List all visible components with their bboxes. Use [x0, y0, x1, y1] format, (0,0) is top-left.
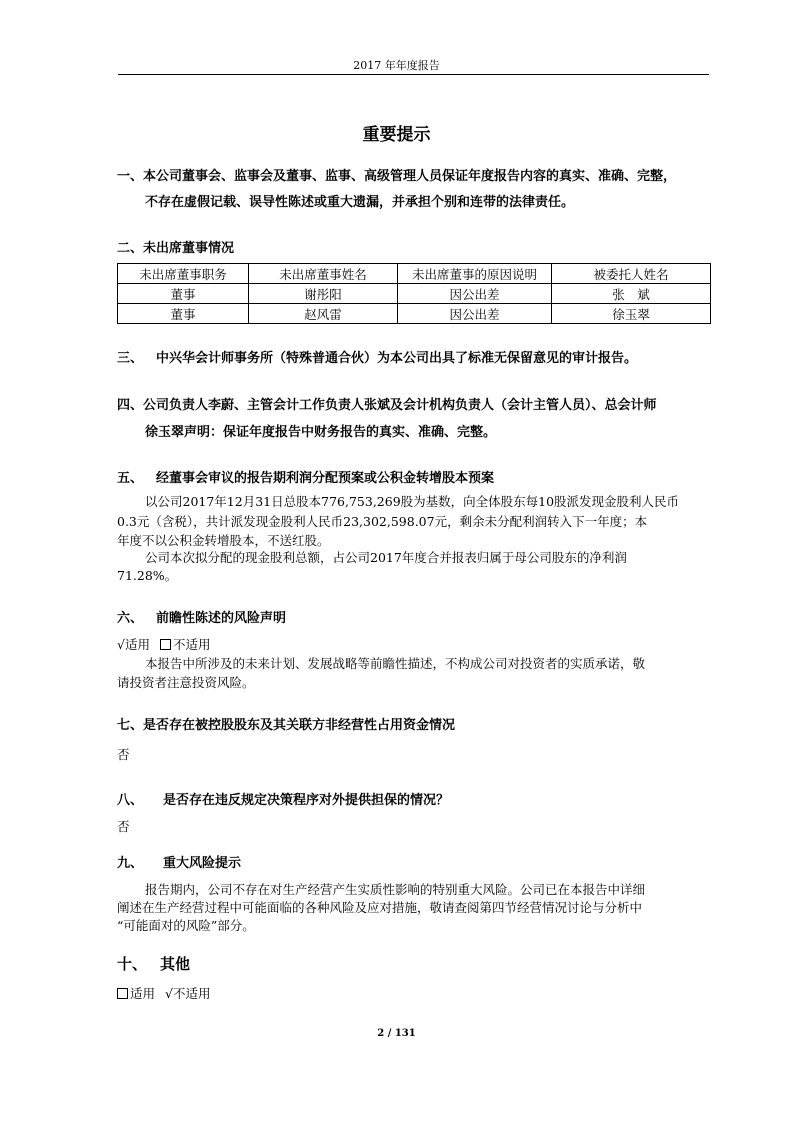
- section-9-paragraph-1: 报告期内，公司不存在对生产经营产生实质性影响的特别重大风险。公司已在本报告中详细: [145, 882, 646, 897]
- section-1-line-1: 一、本公司董事会、监事会及董事、监事、高级管理人员保证年度报告内容的真实、准确、完整，: [117, 169, 677, 184]
- section-1-line-2: 不存在虚假记载、误导性陈述或重大遗漏，并承担个别和连带的法律责任。: [145, 195, 575, 210]
- applicable-label: 适用: [130, 986, 156, 1001]
- table-cell: 董事: [118, 284, 249, 304]
- section-8-heading: 是否存在违反规定决策程序对外提供担保的情况？: [163, 793, 450, 808]
- section-9-number: 九、: [117, 856, 144, 871]
- not-applicable-label: 不适用: [172, 637, 211, 652]
- column-header: 未出席董事的原因说明: [398, 264, 552, 284]
- section-10-number: 十、: [117, 955, 148, 973]
- section-9-paragraph-2: 阐述在生产经营过程中可能面临的各种风险及应对措施，敬请查阅第四节经营情况讨论与分析中: [117, 900, 643, 915]
- section-8-answer: 否: [117, 819, 130, 834]
- check-mark-icon: √: [165, 986, 173, 1001]
- page-title: 重要提示: [362, 125, 431, 145]
- section-10-heading: 其他: [160, 955, 191, 973]
- section-6-heading: 前瞻性陈述的风险声明: [156, 611, 287, 626]
- section-6-paragraph-1: 本报告中所涉及的未来计划、发展战略等前瞻性描述，不构成公司对投资者的实质承诺，敬: [145, 656, 646, 671]
- section-4-line-1: 四、公司负责人李蔚、主管会计工作负责人张斌及会计机构负责人（会计主管人员）、总会计师: [117, 398, 657, 413]
- check-mark-icon: √: [117, 637, 125, 652]
- table-cell: 因公出差: [398, 284, 552, 304]
- section-8-number: 八、: [117, 793, 144, 808]
- table-cell: 董事: [118, 304, 249, 324]
- section-3-number: 三、: [117, 351, 144, 366]
- section-6-number: 六、: [117, 611, 144, 626]
- table-cell: 赵风雷: [249, 304, 398, 324]
- section-10-checkbox-row: [117, 984, 210, 1002]
- section-5-paragraph-1: 以公司2017年12月31日总股本776,753,269股为基数，向全体股东每10股派发现金股利人民币: [145, 494, 680, 509]
- section-5-heading: 经董事会审议的报告期利润分配预案或公积金转增股本预案: [156, 471, 495, 486]
- table-cell: 因公出差: [398, 304, 552, 324]
- section-7-heading: 七、是否存在被控股股东及其关联方非经营性占用资金情况: [117, 718, 456, 733]
- section-4-line-2: 徐玉翠声明：保证年度报告中财务报告的真实、准确、完整。: [145, 425, 497, 440]
- page-number: 2 / 131: [377, 1028, 416, 1039]
- table-row: [118, 304, 711, 324]
- table-cell: 徐玉翠: [552, 304, 711, 324]
- section-2-heading: 二、未出席董事情况: [117, 241, 235, 256]
- section-5-number: 五、: [117, 471, 144, 486]
- table-cell: 谢彤阳: [249, 284, 398, 304]
- column-header: 未出席董事姓名: [249, 264, 398, 284]
- section-5-paragraph-4: 公司本次拟分配的现金股利总额，占公司2017年度合并报表归属于母公司股东的净利润: [145, 550, 627, 565]
- table-row: [118, 284, 711, 304]
- table-header-row: [118, 264, 711, 284]
- applicable-label: 适用: [124, 637, 150, 652]
- section-7-answer: 否: [117, 747, 130, 762]
- empty-checkbox: [160, 639, 171, 650]
- section-6-paragraph-2: 请投资者注意投资风险。: [117, 675, 255, 690]
- header-divider: [118, 74, 709, 75]
- section-3-text: 中兴华会计师事务所（特殊普通合伙）为本公司出具了标准无保留意见的审计报告。: [156, 351, 638, 366]
- section-9-paragraph-3: “可能面对的风险”部分。: [117, 918, 255, 933]
- page-header: 2017 年年度报告: [353, 59, 440, 72]
- table-cell: 张 斌: [552, 284, 711, 304]
- section-5-paragraph-3: 年度不以公积金转增股本，不送红股。: [117, 533, 330, 548]
- absent-directors-table: [117, 263, 711, 324]
- column-header: 被委托人姓名: [552, 264, 711, 284]
- section-6-checkbox-row: [117, 635, 210, 653]
- section-5-paragraph-2: 0.3元（含税），共计派发现金股利人民币23,302,598.07元，剩余未分配利润转入下一年度；本: [117, 514, 648, 529]
- not-applicable-label: 不适用: [172, 986, 211, 1001]
- section-9-heading: 重大风险提示: [163, 856, 242, 871]
- section-5-paragraph-5: 71.28%。: [117, 568, 178, 583]
- empty-checkbox: [117, 988, 128, 999]
- column-header: 未出席董事职务: [118, 264, 249, 284]
